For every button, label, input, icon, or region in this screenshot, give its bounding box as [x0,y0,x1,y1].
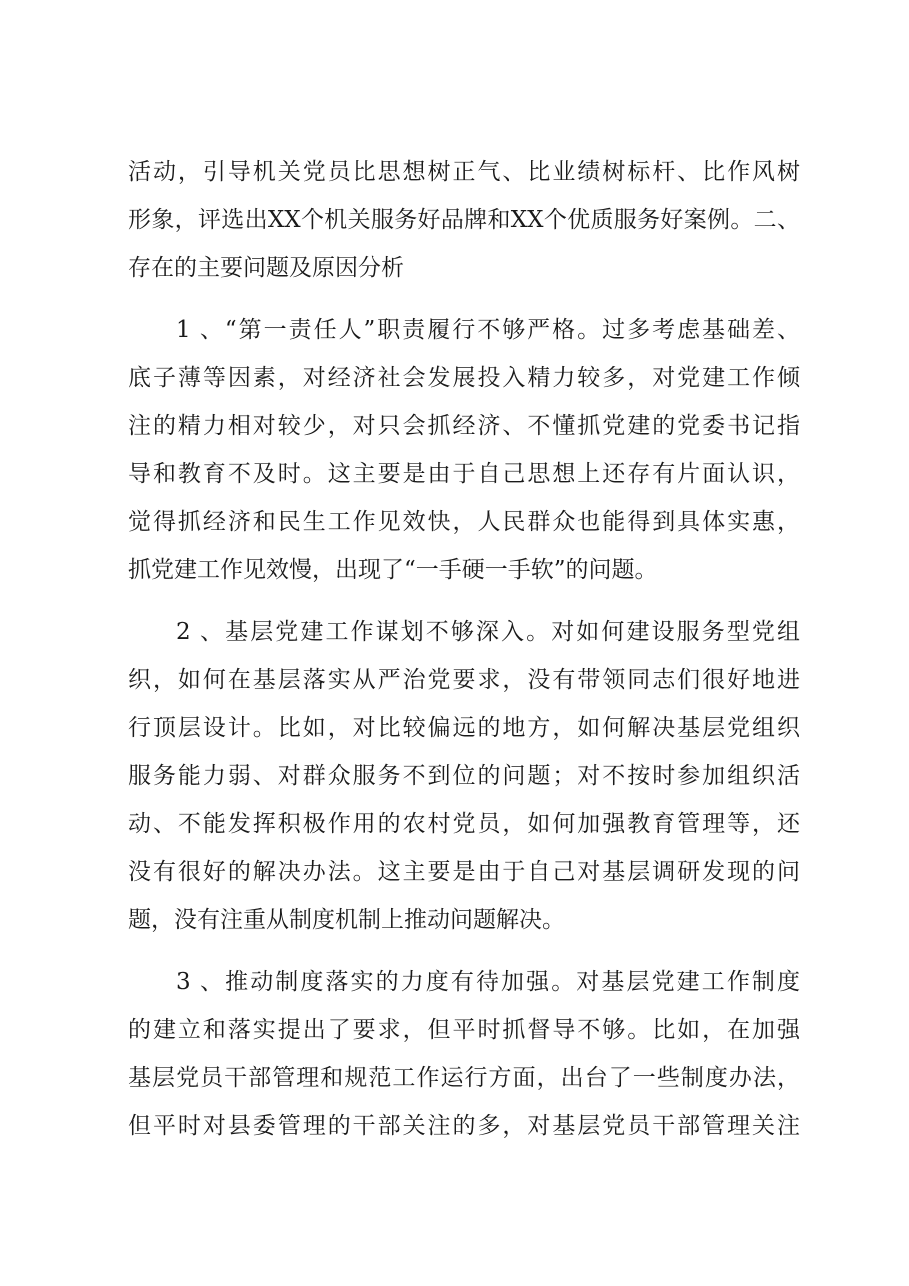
text-line: 题，没有注重从制度机制上推动问题解决。 [128,907,565,933]
text-line: 存在的主要问题及原因分析 [128,255,404,281]
text-line: 织，如何在基层落实从严治党要求，没有带领同志们很好地进 [128,667,800,693]
text-line: 行顶层设计。比如，对比较偏远的地方，如何解决基层党组织 [128,715,800,741]
text-line: 基层党员干部管理和规范工作运行方面，出台了一些制度办法， [128,1065,800,1091]
paragraph-heading-line: 1 、“第一责任人”职责履行不够严格。过多考虑基础差、 [176,317,800,343]
paragraph-heading-line: 3 、推动制度落实的力度有待加强。对基层党建工作制度 [176,969,800,995]
text-line: 但平时对县委管理的干部关注的多，对基层党员干部管理关注 [128,1113,800,1139]
text-line: 形象，评选出XX个机关服务好品牌和XX个优质服务好案例。二、 [128,207,800,233]
text-line: 觉得抓经济和民生工作见效快，人民群众也能得到具体实惠， [128,509,800,535]
text-line: 动、不能发挥积极作用的农村党员，如何加强教育管理等，还 [128,811,800,837]
text-line: 注的精力相对较少，对只会抓经济、不懂抓党建的党委书记指 [128,413,800,439]
text-line: 导和教育不及时。这主要是由于自己思想上还存有片面认识， [128,461,800,487]
text-line: 的建立和落实提出了要求，但平时抓督导不够。比如，在加强 [128,1017,800,1043]
text-line: 服务能力弱、对群众服务不到位的问题；对不按时参加组织活 [128,763,800,789]
document-body [128,148,800,1150]
text-line: 抓党建工作见效慢，出现了“一手硬一手软”的问题。 [128,557,658,583]
text-line: 活动，引导机关党员比思想树正气、比业绩树标杆、比作风树 [128,159,800,185]
paragraph-heading-line: 2 、基层党建工作谋划不够深入。对如何建设服务型党组 [176,619,800,645]
text-line: 底子薄等因素，对经济社会发展投入精力较多，对党建工作倾 [128,365,800,391]
text-line: 没有很好的解决办法。这主要是由于自己对基层调研发现的问 [128,859,800,885]
